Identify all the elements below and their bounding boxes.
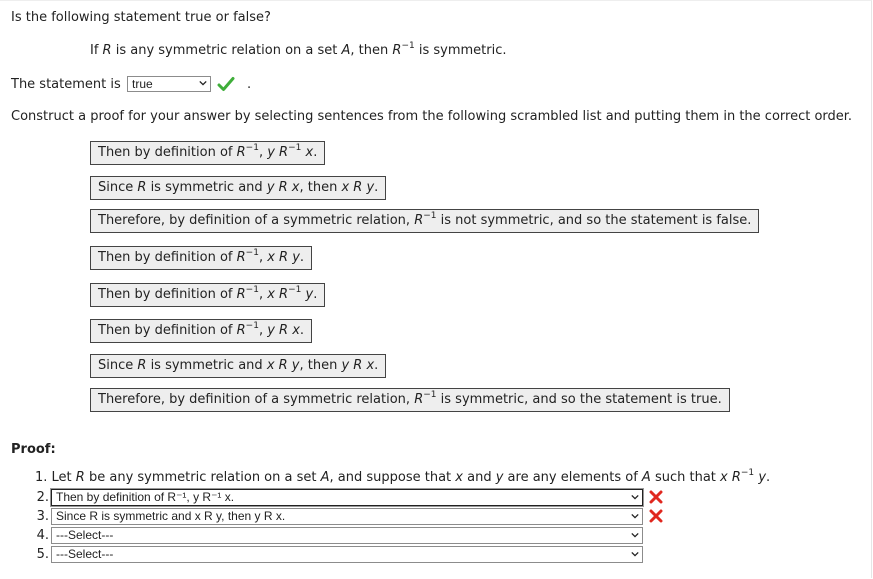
proof-step-select[interactable] [51, 527, 643, 544]
sentence-tile[interactable]: Therefore, by definition of a symmetric relation, $R^{-1}$ is symmetric, and so the statement is true. [90, 388, 730, 412]
chevron-down-icon [199, 79, 207, 87]
proof-heading: Proof: [11, 442, 56, 457]
proof-step-select-value: ---Select--- [56, 528, 114, 542]
chevron-down-icon [631, 493, 639, 501]
proof-step-select[interactable] [51, 546, 643, 563]
proof-step-number: 4. [36, 528, 49, 543]
chevron-down-icon [631, 531, 639, 539]
sentence-tile[interactable]: Since R is symmetric and x R y, then y R x. [90, 354, 386, 378]
sentence-tile[interactable]: Then by definition of $R^{-1}$, y $R^{-1}$ x. [90, 141, 325, 165]
answer-select[interactable] [127, 76, 211, 92]
chevron-down-icon [631, 512, 639, 520]
check-icon [217, 76, 235, 92]
proof-step-number: 5. [36, 547, 49, 562]
proof-step-number: 2. [36, 490, 49, 505]
proof-step-number: 3. [36, 509, 49, 524]
sentence-tile[interactable]: Then by definition of $R^{-1}$, x R y. [90, 246, 312, 270]
answer-select-value: true [132, 77, 153, 91]
x-mark-icon [649, 490, 663, 504]
sentence-tile[interactable]: Since R is symmetric and y R x, then x R y. [90, 176, 386, 200]
proof-step-1-number: 1. [35, 470, 48, 485]
x-mark-icon [649, 509, 663, 523]
chevron-down-icon [631, 550, 639, 558]
proof-step-select[interactable] [51, 489, 643, 506]
answer-period: . [247, 77, 252, 92]
statement-text: If R is any symmetric relation on a set A, then $R^{-1}$ is symmetric. [90, 41, 507, 58]
proof-step-select[interactable] [51, 508, 643, 525]
sentence-tile[interactable]: Then by definition of $R^{-1}$, y R x. [90, 319, 312, 343]
question-text: Is the following statement true or false? [11, 10, 271, 25]
proof-step-1-text: Let R be any symmetric relation on a set A, and suppose that x and y are any elements of A such that x $R^{-1}$ y. [51, 468, 771, 485]
sentence-tile[interactable]: Therefore, by definition of a symmetric relation, $R^{-1}$ is not symmetric, and so the statement is false. [90, 209, 759, 233]
sentence-tile[interactable]: Then by definition of $R^{-1}$, x $R^{-1}$ y. [90, 283, 325, 307]
instructions-text: Construct a proof for your answer by selecting sentences from the following scrambled list and putting them in the correct order. [11, 109, 853, 124]
proof-step-select-value: ---Select--- [56, 547, 114, 561]
answer-label: The statement is [11, 77, 121, 92]
proof-step-select-value: Then by definition of R⁻¹, y R⁻¹ x. [56, 490, 235, 504]
proof-step-1 [35, 470, 770, 485]
proof-step-select-value: Since R is symmetric and x R y, then y R x. [56, 509, 286, 523]
